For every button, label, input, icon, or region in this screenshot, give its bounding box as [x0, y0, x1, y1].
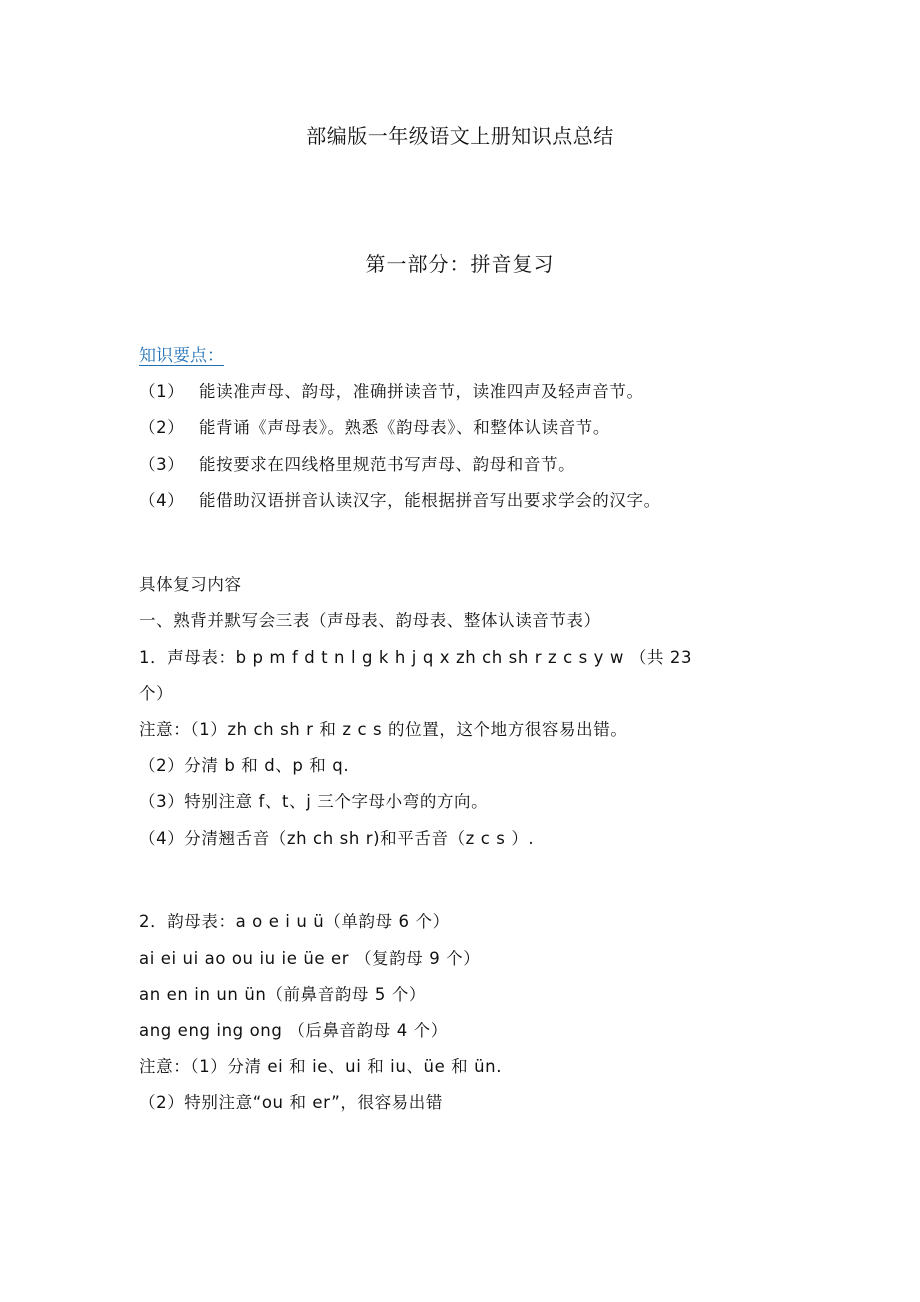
key-point-item: [139, 487, 661, 511]
key-point-item: [139, 451, 575, 475]
initials-table-line: 1．声母表：b p m f d t n l g k h j q x zh ch sh r z c s y w （共 23: [139, 648, 693, 667]
key-points-heading[interactable]: 知识要点：: [139, 346, 224, 366]
initials-note: （2）分清 b 和 d、p 和 q.: [139, 756, 350, 775]
finals-table-line: 2．韵母表：a o e i u ü（单韵母 6 个）: [139, 912, 450, 931]
finals-table-line: ai ei ui ao ou iu ie üe er （复韵母 9 个）: [139, 949, 481, 968]
initials-note: （4）分清翘舌音（zh ch sh r)和平舌音（z c s ）.: [139, 829, 535, 848]
review-heading: 具体复习内容: [139, 575, 242, 594]
key-point-text: 能按要求在四线格里规范书写声母、韵母和音节。: [199, 455, 576, 474]
initials-note: 注意：（1）zh ch sh r 和 z c s 的位置，这个地方很容易出错。: [139, 720, 628, 739]
finals-table-line: ang eng ing ong （后鼻音韵母 4 个）: [139, 1021, 448, 1040]
key-point-number: （1）: [139, 382, 185, 401]
key-point-item: [139, 378, 644, 402]
key-point-number: （2）: [139, 418, 185, 437]
initials-table-line-cont: 个）: [139, 684, 174, 703]
key-point-text: 能借助汉语拼音认读汉字，能根据拼音写出要求学会的汉字。: [199, 491, 661, 510]
document-title: 部编版一年级语文上册知识点总结: [306, 124, 614, 148]
key-point-number: （4）: [139, 491, 185, 510]
key-point-item: [139, 414, 610, 438]
part-one-title: 一、熟背并默写会三表（声母表、韵母表、整体认读音节表）: [139, 611, 601, 630]
finals-note: 注意：（1）分清 ei 和 ie、ui 和 iu、üe 和 ün.: [139, 1057, 503, 1076]
section-title: 第一部分：拼音复习: [365, 252, 555, 276]
finals-table-line: an en in un ün（前鼻音韵母 5 个）: [139, 985, 427, 1004]
initials-note: （3）特别注意 f、t、j 三个字母小弯的方向。: [139, 792, 489, 811]
key-point-text: 能背诵《声母表》。熟悉《韵母表》、和整体认读音节。: [199, 418, 610, 437]
finals-note: （2）特别注意“ou 和 er”，很容易出错: [139, 1093, 443, 1112]
key-point-text: 能读准声母、韵母，准确拼读音节，读准四声及轻声音节。: [199, 382, 644, 401]
key-point-number: （3）: [139, 455, 185, 474]
